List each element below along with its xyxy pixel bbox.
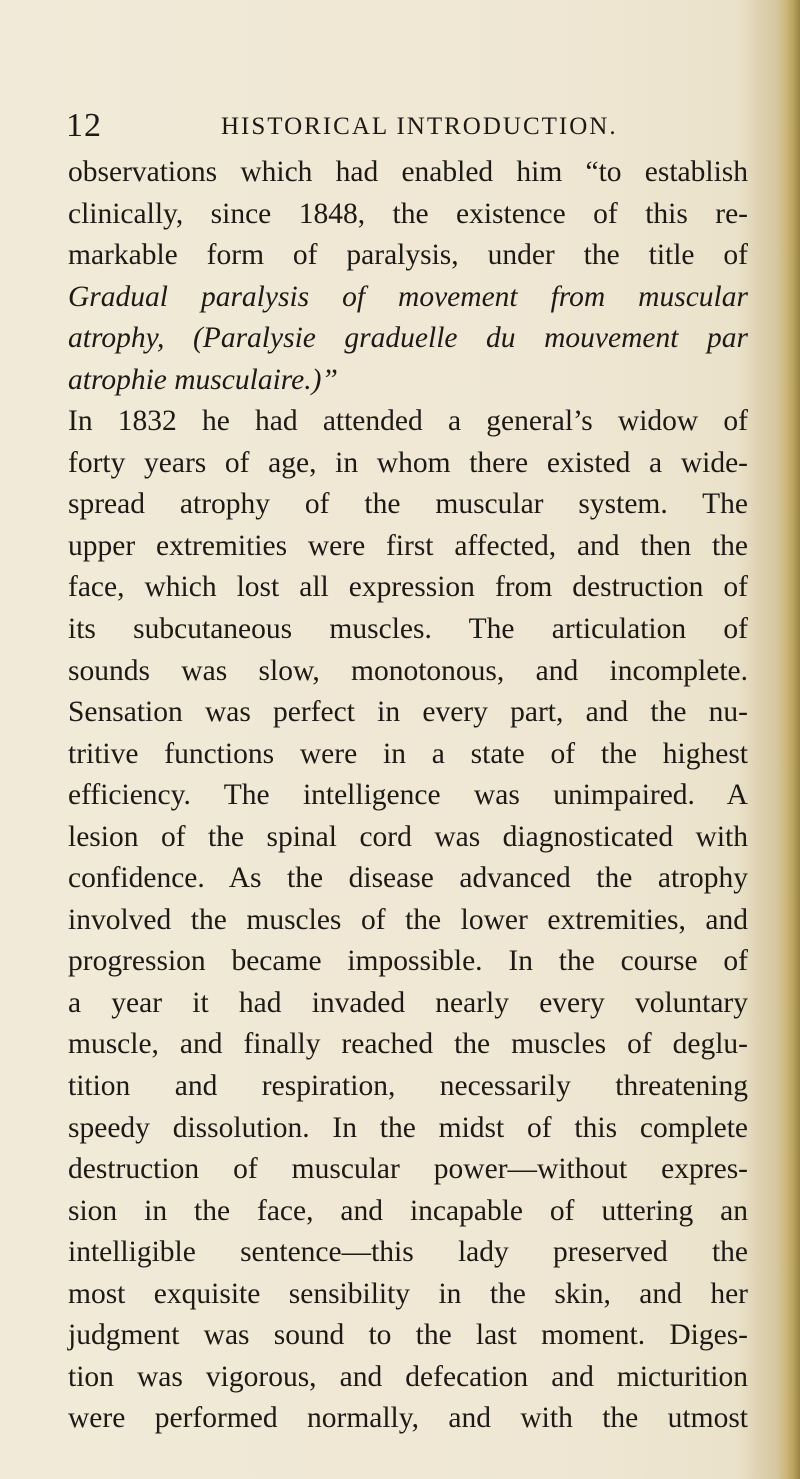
text-line: lesion of the spinal cord was diagnosticated with [68,820,748,853]
text-line: efficiency. The intelligence was unimpaired. A [68,779,748,812]
text-line: tritive functions were in a state of the highest [68,737,748,770]
body-text [68,152,748,1440]
text-line: muscle, and finally reached the muscles of deglu- [68,1028,748,1061]
text-line: confidence. As the disease advanced the atrophy [68,862,748,895]
text-line: intelligible sentence—this lady preserved the [68,1236,748,1269]
text-line: face, which lost all expression from destruction of [68,571,748,604]
text-line: sounds was slow, monotonous, and incomplete. [68,654,748,687]
text-line: observations which had enabled him “to establish [68,156,748,188]
text-line: most exquisite sensibility in the skin, and her [68,1277,748,1310]
text-line: atrophie musculaire.)” [68,363,338,396]
text-line: forty years of age, in whom there existed a wide- [68,446,748,479]
text-line: speedy dissolution. In the midst of this complete [68,1111,748,1144]
text-line: clinically, since 1848, the existence of this re- [68,197,748,230]
text-line: markable form of paralysis, under the title of [68,239,748,272]
text-line: its subcutaneous muscles. The articulation of [68,613,748,646]
text-line: tion was vigorous, and defecation and micturition [68,1360,748,1393]
page-header [0,104,800,148]
text-line: sion in the face, and incapable of uttering an [68,1194,748,1227]
text-line: In 1832 he had attended a general’s widow of [68,405,748,438]
text-line: destruction of muscular power—without expres- [68,1153,748,1186]
text-line: spread atrophy of the muscular system. The [68,488,748,521]
text-line: upper extremities were first affected, and then the [68,529,748,562]
text-line: tition and respiration, necessarily threatening [68,1070,748,1103]
page-edge [778,0,800,1479]
text-line: Gradual paralysis of movement from muscular [68,280,748,313]
text-line: judgment was sound to the last moment. Diges- [68,1319,748,1352]
text-line: were performed normally, and with the utmost [68,1402,748,1435]
page-number: 12 [66,107,102,144]
text-line: a year it had invaded nearly every voluntary [68,986,748,1019]
text-line: involved the muscles of the lower extremities, and [68,903,748,936]
text-line: Sensation was perfect in every part, and the nu- [68,696,748,729]
running-title: HISTORICAL INTRODUCTION. [221,113,618,140]
text-line: atrophy, (Paralysie graduelle du mouvement par [68,322,748,355]
text-line: progression became impossible. In the course of [68,945,748,978]
